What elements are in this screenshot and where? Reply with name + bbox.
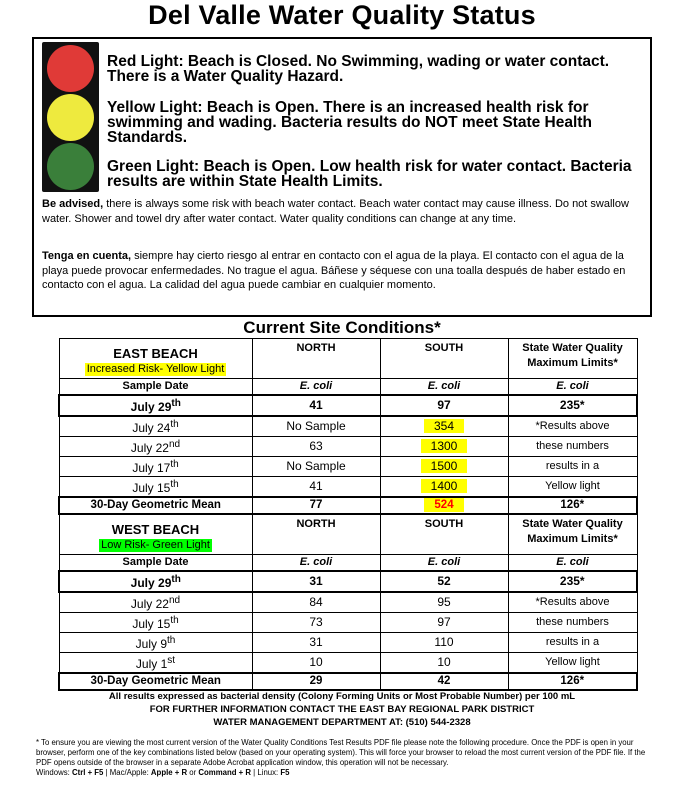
- limit-note: *Results above: [508, 416, 637, 437]
- unit-label: E. coli: [252, 555, 380, 572]
- sample-date: July 24th: [59, 416, 252, 437]
- advisory-english: Be advised, there is always some risk with beach water contact. Beach water contact may cause illness. Do not swallow water. Shower and towel dry after water contact. Water quality conditions can change at any time.: [42, 198, 629, 225]
- table-row: [59, 457, 637, 477]
- south-mean: 524: [380, 497, 508, 514]
- west-beach-header: [59, 515, 252, 555]
- north-value: 10: [252, 653, 380, 674]
- geometric-mean-row: [59, 673, 637, 690]
- west-north-header: NORTH: [252, 515, 380, 555]
- geometric-mean-row: [59, 497, 637, 514]
- table-row: [59, 653, 637, 674]
- sample-date: July 15th: [59, 613, 252, 633]
- west-beach-risk-badge: Low Risk- Green Light: [101, 539, 210, 551]
- limit-value: 235*: [508, 395, 637, 416]
- east-beach-name: EAST BEACH: [113, 346, 198, 361]
- table-row: [59, 416, 637, 437]
- east-limit-header: State Water Quality Maximum Limits*: [508, 339, 637, 379]
- traffic-light-icon: [42, 42, 99, 192]
- table-row: [59, 633, 637, 653]
- limit-value: 235*: [508, 571, 637, 592]
- unit-label: E. coli: [508, 555, 637, 572]
- north-value: 63: [252, 437, 380, 457]
- limit-note: *Results above: [508, 592, 637, 613]
- sample-date: July 15th: [59, 477, 252, 498]
- green-light-icon: [47, 143, 94, 190]
- key-combinations: Windows: Ctrl + F5 | Mac/Apple: Apple + R or Command + R | Linux: F5: [36, 768, 290, 777]
- conditions-title: Current Site Conditions*: [243, 318, 441, 337]
- sample-date: July 29th: [59, 571, 252, 592]
- sample-date: July 17th: [59, 457, 252, 477]
- table-row: [59, 571, 637, 592]
- north-value: 84: [252, 592, 380, 613]
- limit-note: Yellow light: [508, 653, 637, 674]
- reload-instructions: [36, 738, 648, 778]
- south-value: 95: [380, 592, 508, 613]
- south-mean: 42: [380, 673, 508, 690]
- sample-date: July 22nd: [59, 592, 252, 613]
- west-south-header: SOUTH: [380, 515, 508, 555]
- footer-info: [0, 690, 684, 729]
- north-mean: 77: [252, 497, 380, 514]
- east-north-header: NORTH: [252, 339, 380, 379]
- phone-line: WATER MANAGEMENT DEPARTMENT AT: (510) 544-2328: [213, 717, 471, 728]
- east-south-header: SOUTH: [380, 339, 508, 379]
- south-value: 1300: [380, 437, 508, 457]
- contact-line: FOR FURTHER INFORMATION CONTACT THE EAST BAY REGIONAL PARK DISTRICT: [149, 704, 535, 715]
- unit-label: E. coli: [508, 379, 637, 396]
- south-value: 1400: [380, 477, 508, 498]
- north-value: No Sample: [252, 457, 380, 477]
- limit-note: these numbers: [508, 437, 637, 457]
- page-title: Del Valle Water Quality Status: [148, 0, 536, 30]
- east-beach-header: [59, 339, 252, 379]
- north-value: 31: [252, 633, 380, 653]
- south-value: 97: [380, 395, 508, 416]
- geometric-mean-label: 30-Day Geometric Mean: [59, 497, 252, 514]
- north-mean: 29: [252, 673, 380, 690]
- table-row: [59, 437, 637, 457]
- south-value: 97: [380, 613, 508, 633]
- limit-note: these numbers: [508, 613, 637, 633]
- red-light-icon: [47, 45, 94, 92]
- unit-label: E. coli: [252, 379, 380, 396]
- unit-label: E. coli: [380, 379, 508, 396]
- sample-date: July 29th: [59, 395, 252, 416]
- limit-note: results in a: [508, 457, 637, 477]
- reload-text: * To ensure you are viewing the most current version of the Water Quality Conditions Test Results PDF file please note the following procedure. Once the PDF is open in your browser, perform one of the key combinations listed below (based on your operating system). This will force your browser to reload the most current version of the PDF file. If the PDF opens outside of the browser in a separate Adobe Acrobat application window, this operation will not be necessary.: [36, 738, 646, 767]
- west-beach-table: [58, 514, 638, 691]
- sample-date: July 9th: [59, 633, 252, 653]
- west-limit-header: State Water Quality Maximum Limits*: [508, 515, 637, 555]
- sample-date-label: Sample Date: [59, 555, 252, 572]
- table-row: [59, 477, 637, 498]
- sample-date: July 22nd: [59, 437, 252, 457]
- north-value: 41: [252, 477, 380, 498]
- east-beach-table: [58, 338, 638, 515]
- south-value: 10: [380, 653, 508, 674]
- north-value: 31: [252, 571, 380, 592]
- red-light-description: Red Light: Beach is Closed. No Swimming, wading or water contact. There is a Water Quality Hazard.: [107, 53, 610, 85]
- status-legend: [32, 37, 652, 317]
- east-beach-risk-badge: Increased Risk- Yellow Light: [86, 363, 225, 375]
- north-value: 73: [252, 613, 380, 633]
- west-beach-name: WEST BEACH: [111, 522, 200, 537]
- green-light-description: Green Light: Beach is Open. Low health risk for water contact. Bacteria results are within State Health Limits.: [107, 158, 632, 190]
- north-value: 41: [252, 395, 380, 416]
- limit-note: Yellow light: [508, 477, 637, 498]
- north-value: No Sample: [252, 416, 380, 437]
- advisory-spanish: Tenga en cuenta, siempre hay cierto riesgo al entrar en contacto con el agua de la playa. El contacto con el agua de la playa puede provocar enfermedades. No trague el agua. Báñese y séquese con una toalla después de haber estado en contacto con el agua. La calidad del agua puede cambiar en cualquier momento.: [42, 250, 626, 291]
- yellow-light-description: Yellow Light: Beach is Open. There is an increased health risk for swimming and wading. Bacteria results do NOT meet State Health Standards.: [107, 99, 592, 146]
- limit-mean: 126*: [508, 497, 637, 514]
- yellow-light-icon: [47, 94, 94, 141]
- units-note: All results expressed as bacterial density (Colony Forming Units or Most Probable Number) per 100 mL: [108, 691, 576, 702]
- unit-label: E. coli: [380, 555, 508, 572]
- table-row: [59, 613, 637, 633]
- south-value: 52: [380, 571, 508, 592]
- table-row: [59, 592, 637, 613]
- sample-date-label: Sample Date: [59, 379, 252, 396]
- sample-date: July 1st: [59, 653, 252, 674]
- table-row: [59, 395, 637, 416]
- south-value: 354: [380, 416, 508, 437]
- south-value: 110: [380, 633, 508, 653]
- limit-note: results in a: [508, 633, 637, 653]
- geometric-mean-label: 30-Day Geometric Mean: [59, 673, 252, 690]
- south-value: 1500: [380, 457, 508, 477]
- limit-mean: 126*: [508, 673, 637, 690]
